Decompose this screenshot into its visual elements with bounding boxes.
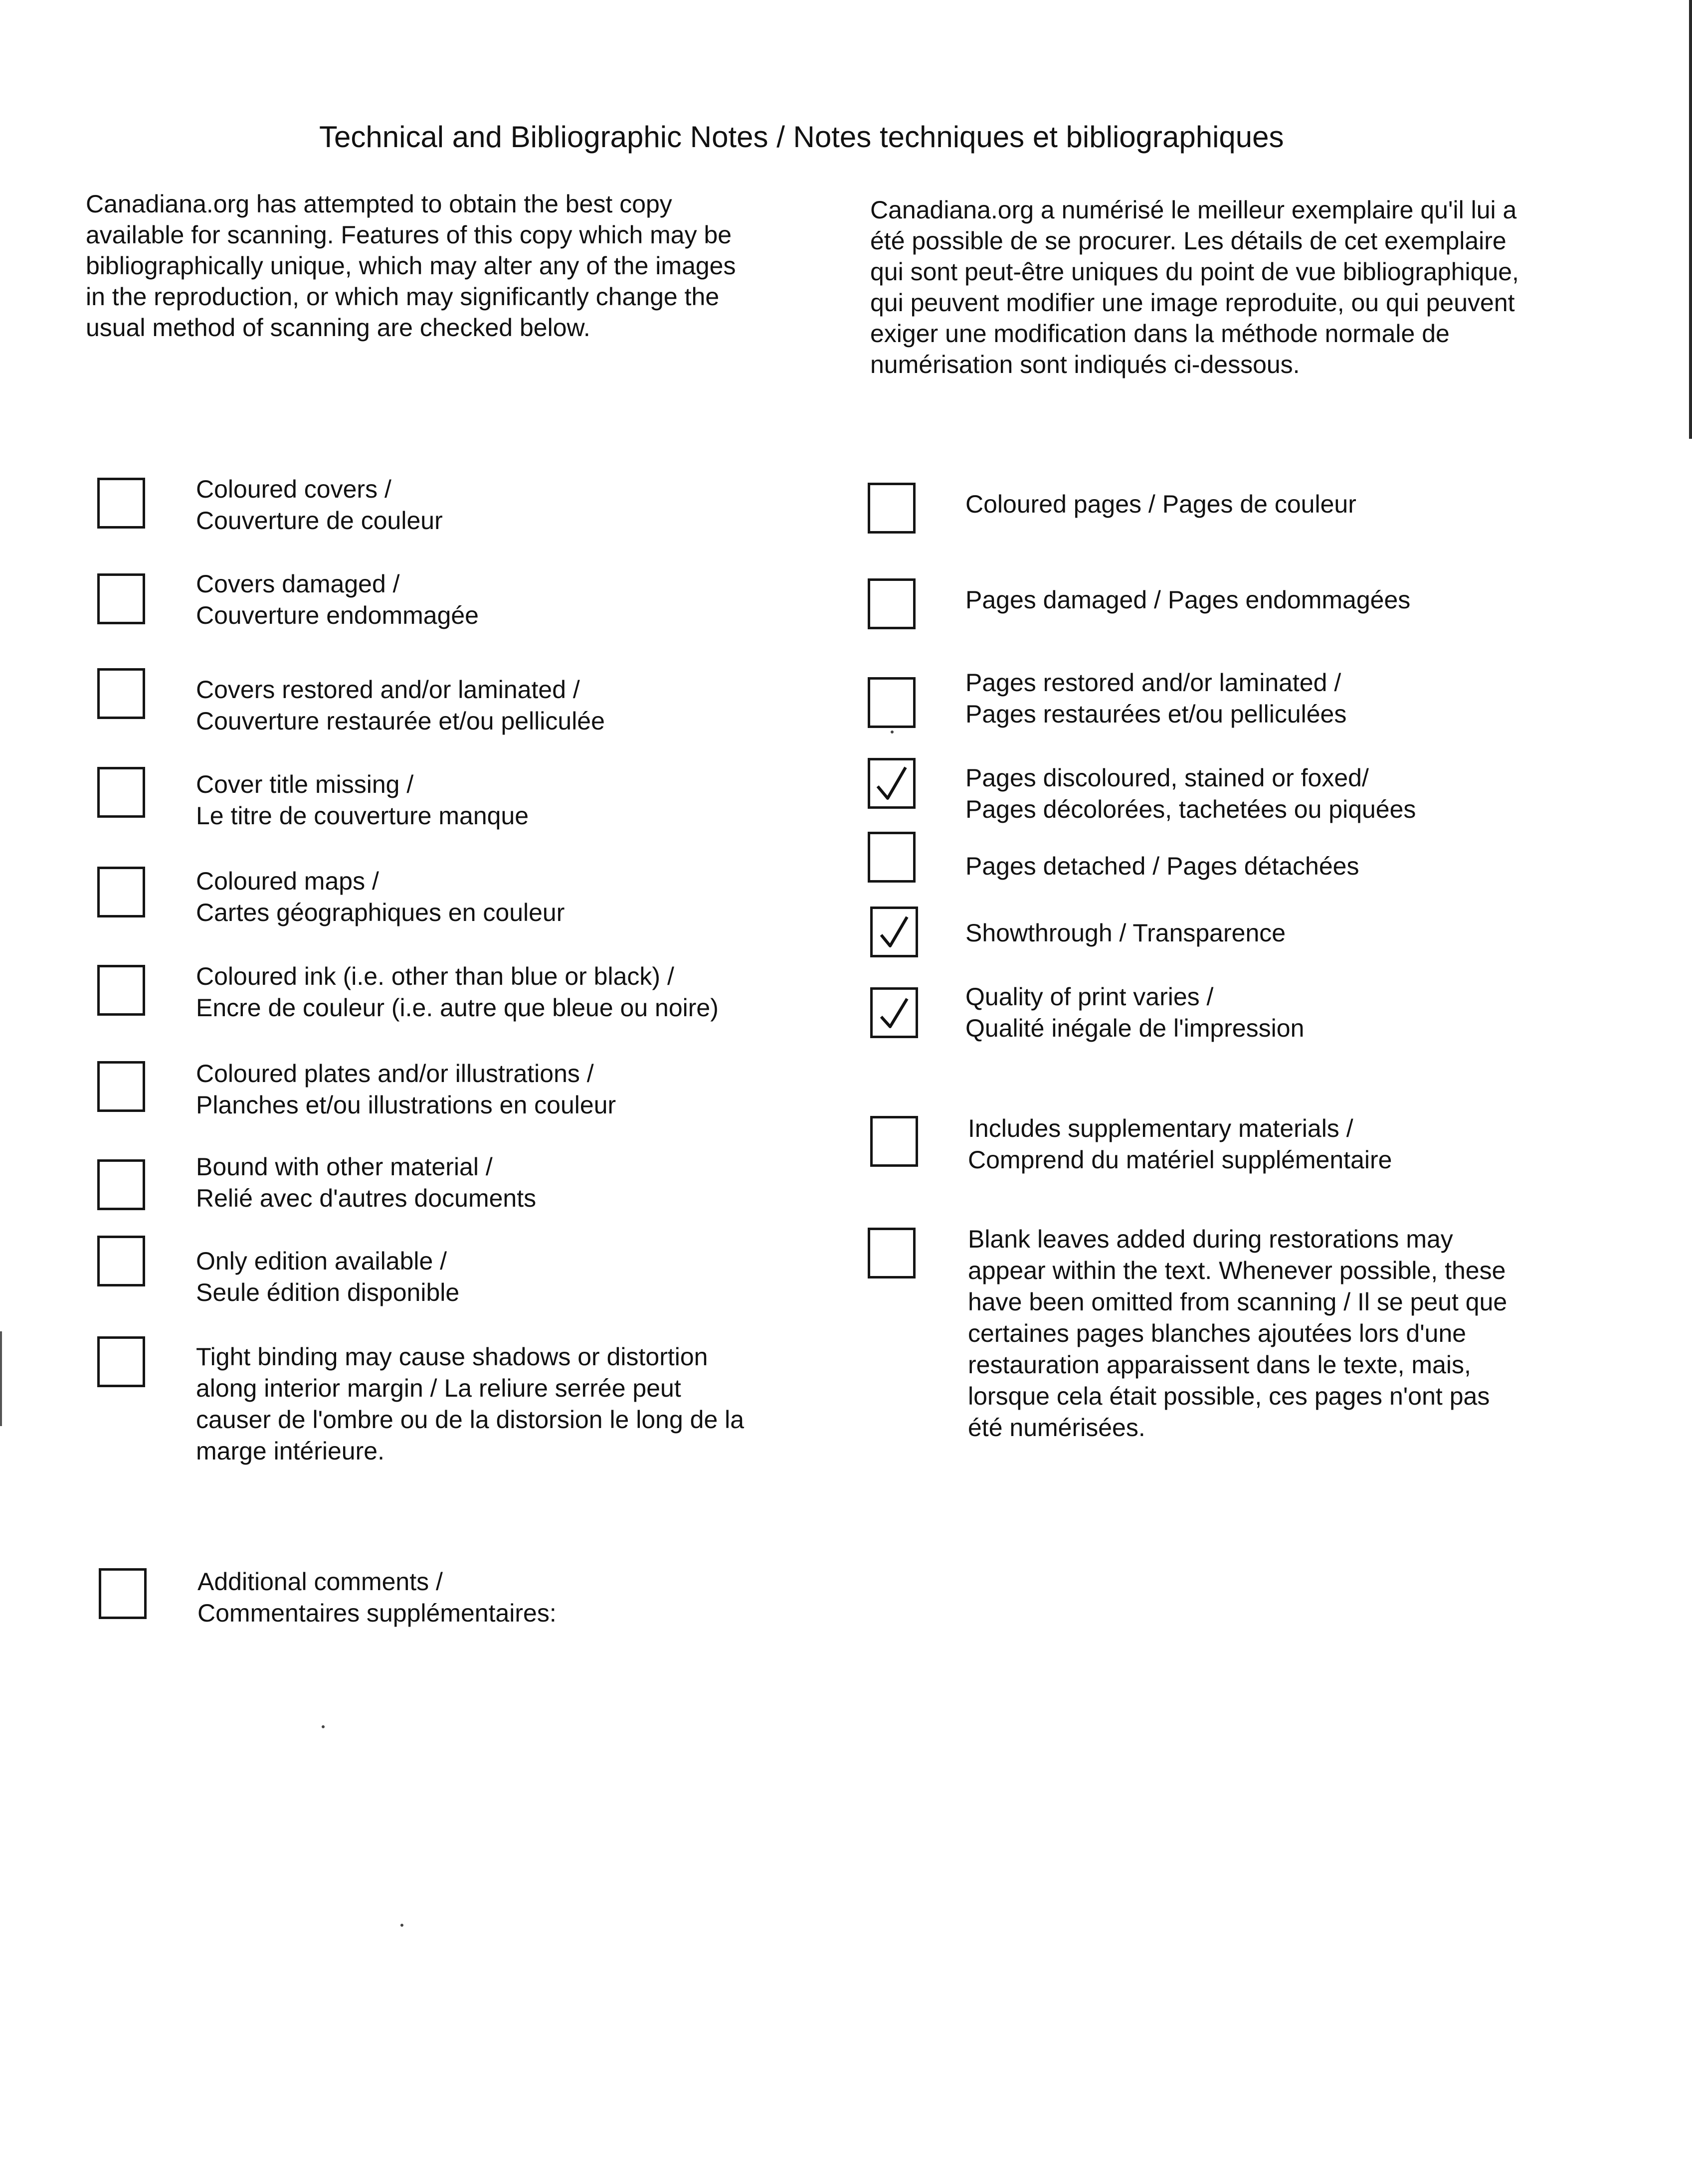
checkbox[interactable] <box>870 1116 918 1167</box>
checklist-item-label: Coloured plates and/or illustrations / Planches et/ou illustrations en couleur <box>196 1060 616 1119</box>
checklist-item-label: Covers damaged / Couverture endommagée <box>196 570 479 629</box>
checklist-item-label: Showthrough / Transparence <box>965 919 1286 947</box>
checklist-item-label: Only edition available / Seule édition disponible <box>196 1247 460 1306</box>
checkmark-icon <box>874 763 910 803</box>
checkbox[interactable] <box>868 483 916 534</box>
checkbox[interactable] <box>868 578 916 629</box>
checkbox[interactable] <box>97 965 145 1016</box>
checkbox[interactable] <box>868 1228 916 1278</box>
intro-french: Canadiana.org a numérisé le meilleur exemplaire qu'il lui a été possible de se procurer. Les détails de cet exemplaire qui sont peut-être uniques du point de vue bibliographique, qui peuvent modifier une image reproduite, ou qui peuvent exiger une modification dans la méthode normale de numérisation sont indiqués ci-dessous. <box>870 196 1519 378</box>
checkbox-checked[interactable] <box>870 907 918 957</box>
checkbox[interactable] <box>868 677 916 728</box>
checkbox[interactable] <box>97 767 145 818</box>
checklist-item-label: Additional comments / Commentaires supplémentaires: <box>197 1568 557 1627</box>
checkbox[interactable] <box>97 1336 145 1387</box>
scan-speck <box>891 730 894 733</box>
checkbox-checked[interactable] <box>868 758 916 809</box>
page-title: Technical and Bibliographic Notes / Notes techniques et bibliographiques <box>319 120 1284 154</box>
checklist-item-label: Tight binding may cause shadows or distortion along interior margin / La reliure serrée peut causer de l'ombre ou de la distorsion le long de la marge intérieure. <box>196 1343 745 1465</box>
checkbox[interactable] <box>97 1159 145 1210</box>
checkbox[interactable] <box>97 478 145 529</box>
checkbox[interactable] <box>97 867 145 917</box>
checklist-item-label: Coloured ink (i.e. other than blue or black) / Encre de couleur (i.e. autre que bleue ou noire) <box>196 962 719 1022</box>
checklist-item-label: Pages restored and/or laminated / Pages restaurées et/ou pelliculées <box>965 669 1347 728</box>
scan-edge-line-left <box>0 1331 2 1426</box>
scan-speck <box>322 1725 325 1728</box>
checkbox[interactable] <box>97 1236 145 1286</box>
scan-edge-line <box>1689 0 1692 439</box>
checkbox-checked[interactable] <box>870 987 918 1038</box>
checklist-item-label: Covers restored and/or laminated / Couverture restaurée et/ou pelliculée <box>196 676 605 735</box>
checklist-item-label: Coloured maps / Cartes géographiques en couleur <box>196 867 565 926</box>
checklist-item-label: Cover title missing / Le titre de couverture manque <box>196 770 529 830</box>
checkbox[interactable] <box>99 1568 147 1619</box>
checklist-item-label: Pages damaged / Pages endommagées <box>965 586 1411 614</box>
checklist-item-label: Coloured covers / Couverture de couleur <box>196 475 443 535</box>
checkbox[interactable] <box>868 832 916 883</box>
intro-english: Canadiana.org has attempted to obtain the best copy available for scanning. Features of this copy which may be bibliographically unique, which may alter any of the images in the reproduction, or which may significantly change the usual method of scanning are checked below. <box>86 190 736 342</box>
checklist-item-label: Quality of print varies / Qualité inégale de l'impression <box>965 983 1305 1042</box>
scan-speck <box>400 1924 403 1927</box>
checkmark-icon <box>876 993 912 1033</box>
checklist-item-label: Bound with other material / Relié avec d'autres documents <box>196 1153 537 1212</box>
checkbox[interactable] <box>97 1061 145 1112</box>
checklist-item-label: Pages detached / Pages détachées <box>965 852 1359 880</box>
checkbox[interactable] <box>97 573 145 624</box>
checklist-item-label: Includes supplementary materials / Comprend du matériel supplémentaire <box>968 1114 1392 1174</box>
checkbox[interactable] <box>97 668 145 719</box>
checklist-item-label: Pages discoloured, stained or foxed/ Pages décolorées, tachetées ou piquées <box>965 764 1416 823</box>
checklist-item-label: Blank leaves added during restorations may appear within the text. Whenever possible, these have been omitted from scanning / Il se peut que certaines pages blanches ajoutées lors d'une restauration apparaissent dans le texte, mais, lorsque cela était possible, ces pages n'ont pas été numérisées. <box>968 1225 1507 1442</box>
checkmark-icon <box>876 912 912 952</box>
checklist-item-label: Coloured pages / Pages de couleur <box>965 490 1356 518</box>
